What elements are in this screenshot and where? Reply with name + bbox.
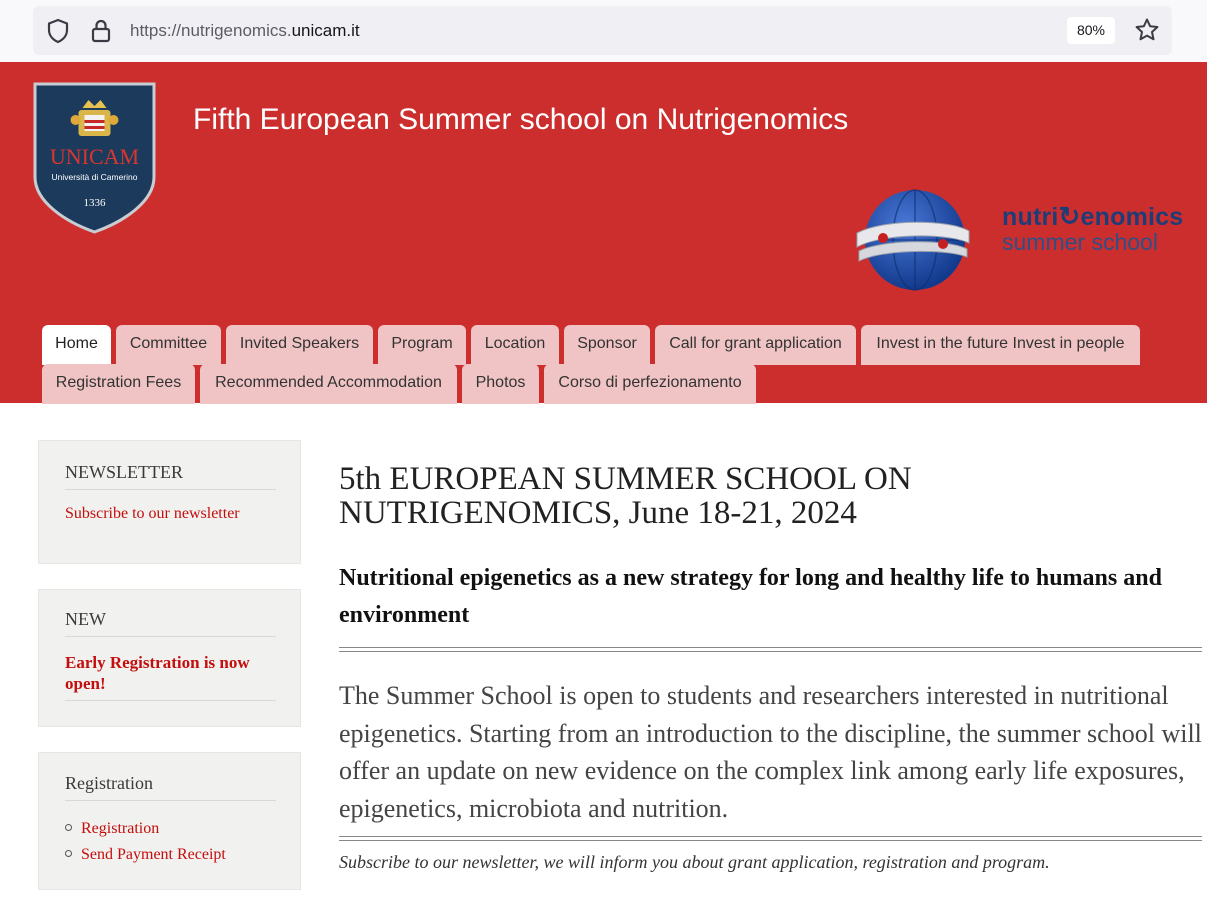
svg-text:1336: 1336	[83, 197, 106, 209]
tab-location[interactable]: Location	[471, 325, 559, 365]
tab-call-for-grant[interactable]: Call for grant application	[655, 325, 856, 365]
send-payment-receipt-item	[65, 846, 226, 864]
tab-registration-fees[interactable]: Registration Fees	[42, 364, 195, 404]
tab-home[interactable]: Home	[42, 325, 111, 365]
unicam-logo[interactable]	[33, 82, 156, 234]
registration-link[interactable]: Registration	[81, 820, 160, 837]
tab-invest-in-future[interactable]: Invest in the future Invest in people	[861, 325, 1140, 365]
tab-photos[interactable]: Photos	[462, 364, 539, 404]
svg-text:UNICAM: UNICAM	[49, 144, 140, 169]
zoom-level-badge[interactable]: 80%	[1067, 17, 1115, 44]
news-block	[38, 589, 301, 727]
newsletter-block	[38, 440, 301, 564]
tab-invited-speakers[interactable]: Invited Speakers	[226, 325, 373, 365]
tab-sponsor[interactable]: Sponsor	[564, 325, 650, 365]
page-subtitle: Nutritional epigenetics as a new strategy for long and healthy life to humans and environment	[339, 565, 1162, 628]
early-registration-link[interactable]: Early Registration is now open!	[65, 652, 276, 701]
registration-block	[38, 752, 301, 890]
tab-recommended-accommodation[interactable]: Recommended Accommodation	[200, 364, 457, 404]
news-title: NEW	[65, 609, 276, 637]
intro-paragraph: The Summer School is open to students and researchers interested in nutritional epigenetics. Starting from an introduction to the discipline, the summer school will offer an update on new evidence on the complex link among early life exposures, epigenetics, microbiota and nutrition.	[339, 681, 1202, 823]
summer-school-wordmark: summer school	[1002, 229, 1158, 255]
subscribe-newsletter-link[interactable]: Subscribe to our newsletter	[65, 505, 240, 522]
url-text[interactable]: https://nutrigenomics.unicam.it	[130, 21, 360, 40]
page-title: 5th EUROPEAN SUMMER SCHOOL ON NUTRIGENOMICS, June 18-21, 2024	[339, 461, 912, 531]
tab-program[interactable]: Program	[378, 325, 466, 365]
site-header	[0, 62, 1207, 403]
newsletter-note: Subscribe to our newsletter, we will inform you about grant application, registration and program.	[339, 852, 1050, 872]
browser-toolbar	[0, 0, 1207, 62]
send-payment-receipt-link[interactable]: Send Payment Receipt	[81, 846, 226, 863]
svg-text:Università di Camerino: Università di Camerino	[51, 172, 138, 182]
site-title: Fifth European Summer school on Nutrigenomics	[193, 103, 849, 136]
divider	[339, 836, 1202, 841]
newsletter-title: NEWSLETTER	[65, 462, 276, 490]
tab-committee[interactable]: Committee	[116, 325, 221, 365]
shield-icon[interactable]	[46, 18, 70, 44]
registration-title: Registration	[65, 773, 276, 801]
globe-logo	[853, 189, 973, 291]
nutrigenomics-wordmark: nutri↻enomics	[1002, 201, 1184, 231]
bookmark-star-icon[interactable]	[1134, 17, 1160, 43]
tab-corso-di-perfezionamento[interactable]: Corso di perfezionamento	[544, 364, 756, 404]
address-bar[interactable]	[33, 6, 1172, 55]
divider	[339, 647, 1202, 652]
registration-link-item	[65, 820, 159, 838]
lock-icon[interactable]	[90, 18, 112, 44]
